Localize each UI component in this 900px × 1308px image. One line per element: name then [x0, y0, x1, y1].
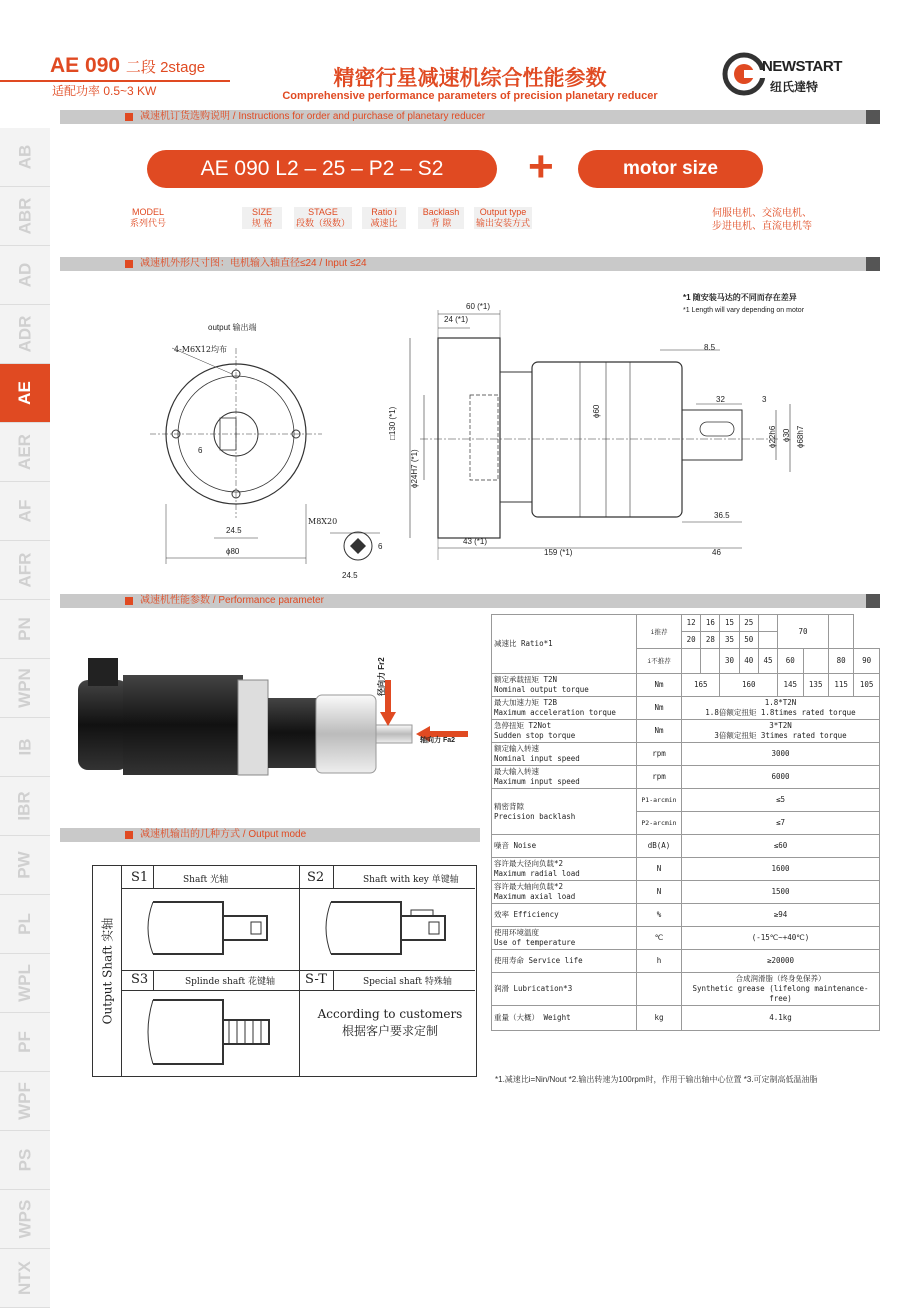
sidebar-item-label: PN: [15, 617, 34, 641]
sidebar-item-pw[interactable]: [0, 836, 50, 895]
sidebar-item-label: AD: [15, 262, 34, 288]
mode-s3-name: Splinde shaft 花键轴: [185, 977, 276, 987]
axial-force-label: 轴向力 Fa2: [420, 737, 456, 744]
sidebar-item-label: AFR: [14, 552, 34, 588]
section-order-title: 减速机订货选购说明 / Instructions for order and purchase of planetary reducer: [140, 111, 486, 122]
dim-159: 159 (*1): [544, 548, 573, 557]
sidebar-item-label: PL: [14, 913, 34, 935]
table-row: 容许最大轴向负载*2 Maximum axial load N 1500: [492, 881, 880, 904]
sidebar-item-label: WPN: [14, 668, 34, 708]
logo-gear-icon: [722, 52, 766, 96]
dim-24: 24 (*1): [444, 315, 469, 324]
section-dimension: [60, 257, 880, 271]
side-view-drawing: [380, 300, 820, 570]
dim-6: 6: [198, 446, 203, 455]
stage-label: 二段 2stage: [125, 59, 206, 76]
sidebar-item-label: WPS: [14, 1199, 34, 1239]
dim-60: 60 (*1): [466, 302, 491, 311]
table-row: 额定输入转速 Nominal input speed rpm 3000: [492, 743, 880, 766]
dim-32: 32: [716, 395, 725, 404]
dim-24-5b: 24.5: [342, 571, 358, 580]
power-range: 适配功率 0.5~3 KW: [52, 84, 157, 98]
sidebar-item-wpn[interactable]: [0, 659, 50, 718]
dim-d60: ϕ60: [592, 404, 601, 418]
section-output: [60, 828, 480, 842]
motor-types: 伺服电机、交流电机、 步进电机、直流电机等: [712, 208, 812, 232]
page-title: 精密行星减速机综合性能参数: [333, 66, 607, 90]
sidebar-item-ntx[interactable]: [0, 1249, 50, 1308]
sidebar-item-ib[interactable]: [0, 718, 50, 777]
output-modes-box: [92, 865, 477, 1077]
sidebar-item-label: AER: [15, 434, 34, 470]
sidebar-item-label: IBR: [15, 791, 34, 821]
mode-st: S-T: [305, 972, 327, 987]
sidebar-item-label: PF: [14, 1031, 34, 1053]
sidebar-item-label: WPF: [15, 1082, 34, 1120]
sidebar-item-label: WPL: [15, 964, 34, 1002]
ratio-label: 减速比 Ratio*1: [492, 615, 637, 674]
label-size: SIZE 规 格: [242, 207, 282, 229]
output-label: output 输出端: [208, 323, 257, 332]
section-performance: [60, 594, 880, 608]
shaft-s1-drawing: [143, 892, 283, 966]
sidebar-item-label: IB: [15, 738, 34, 756]
mode-s3: S3: [131, 972, 149, 987]
section-dimension-title: 减速机外形尺寸图：电机输入轴直径≤24 / Input ≤24: [140, 258, 367, 269]
mode-s1: S1: [131, 870, 149, 885]
label-ratio: Ratio i 减速比: [362, 207, 406, 229]
mode-s2-name: Shaft with key 单键轴: [363, 875, 459, 885]
note-en: *1 Length will vary depending on motor: [683, 307, 805, 314]
sidebar-item-ae[interactable]: [0, 364, 50, 423]
nonrec-label: i不推荐: [637, 649, 682, 674]
sidebar-item-aer[interactable]: [0, 423, 50, 482]
motor-size-pill: motor size: [578, 150, 763, 188]
output-shaft-label: Output Shaft 实轴: [100, 917, 115, 1025]
label-output-type: Output type 输出安装方式: [475, 207, 530, 228]
table-row: 重量（大概） Weight kg 4.1kg: [492, 1006, 880, 1031]
sidebar-item-label: PS: [15, 1148, 34, 1172]
shaft-s2-drawing: [321, 892, 461, 966]
custom-note: According to customers 根据客户要求定制: [317, 1007, 463, 1038]
sidebar-item-ad[interactable]: [0, 246, 50, 305]
order-code-pill: AE 090 L2 – 25 – P2 – S2: [147, 150, 497, 188]
sidebar-item-wpf[interactable]: [0, 1072, 50, 1131]
label-backlash: Backlash 背 隙: [418, 207, 464, 229]
dim-8-5: 8.5: [704, 343, 716, 352]
mode-st-name: Special shaft 特殊轴: [363, 977, 452, 987]
sidebar-item-label: ADR: [15, 315, 34, 353]
table-row: 润滑 Lubrication*3 合成润滑脂（终身免保养） Synthetic grease (lifelong maintenance-free): [492, 973, 880, 1006]
sidebar-item-pf[interactable]: [0, 1013, 50, 1072]
section-output-title: 减速机输出的几种方式 / Output mode: [140, 829, 307, 840]
dim-24h7: ϕ24H7 (*1): [410, 449, 419, 488]
sidebar-item-abr[interactable]: [0, 187, 50, 246]
dim-3: 3: [762, 395, 767, 404]
performance-table: 减速比 Ratio*1 i推荐 12 16 15 25 70 20 28 35 50 i不推荐 30 40 45 60 80 90 额定承载扭矩 T2N Nominal output torque Nm 165 160 145 135 115 105 最大加速力矩 T2B Maximum acceleration torque Nm 1.8*T2N 1.8倍额定扭矩 1.8times rated torque 急停扭矩 T2Not Sudden stop torque Nm 3*T2N 3倍额定扭矩 3times rated torque 额定输入转速 Nominal input speed rpm 3000 最大输入转速 Maximum input speed rpm 6000 精密背隙 Precision backlash P1-arcmin ≤5 P2-arcmin ≤7 噪音 Noise dB(A) ≤60 容许最大径向负载*2 Maximum radial load N 1600 容许最大轴向负载*2 Maximum axial load N 1500 效率 Efficiency % ≥94 使用环境温度 Use of temperature ℃ (-15℃~+40℃) 使用寿命 Service life h ≥20000 润滑 Lubrication*3 合成润滑脂（终身免保养） Synthetic grease (lifelong maintenance-free) 重量（大概） Weight kg 4.1kg: [491, 614, 880, 1031]
front-view-drawing: [150, 318, 410, 588]
sidebar-item-label: ABR: [15, 197, 34, 235]
section-performance-title: 减速机性能参数 / Performance parameter: [140, 595, 324, 606]
dim-d68: ϕ68h7: [796, 425, 805, 448]
label-stage: STAGE 段数（级数）: [295, 207, 350, 228]
table-row: 效率 Efficiency % ≥94: [492, 904, 880, 927]
rec-label: i推荐: [637, 615, 682, 649]
page-subtitle: Comprehensive performance parameters of precision planetary reducer: [282, 90, 658, 102]
sidebar-item-label: AE: [15, 381, 34, 405]
note-cn: *1 随安装马达的不同而存在差异: [683, 293, 797, 302]
product-photo: [68, 640, 488, 800]
dim-6b: 6: [378, 542, 383, 551]
plus-icon: +: [528, 142, 554, 191]
sidebar-item-pn[interactable]: [0, 600, 50, 659]
dim-d30: ϕ30: [782, 428, 791, 442]
table-row: 最大加速力矩 T2B Maximum acceleration torque Nm 1.8*T2N 1.8倍额定扭矩 1.8times rated torque: [492, 697, 880, 720]
table-row: 使用寿命 Service life h ≥20000: [492, 950, 880, 973]
table-row: 精密背隙 Precision backlash P1-arcmin ≤5: [492, 789, 880, 812]
sidebar-item-ab[interactable]: [0, 128, 50, 187]
table-row: 容许最大径向负载*2 Maximum radial load N 1600: [492, 858, 880, 881]
model-size: 090: [85, 54, 121, 77]
radial-force-label: 径向力 Fr2: [377, 657, 386, 696]
holes-spec: 4-M6X12均布: [174, 345, 227, 354]
sidebar-item-label: AF: [14, 499, 34, 523]
logo-text: NEWSTART: [762, 58, 842, 75]
sidebar-item-pl[interactable]: [0, 895, 50, 954]
dim-43: 43 (*1): [463, 537, 488, 546]
mode-s1-name: Shaft 光轴: [183, 875, 229, 885]
dim-m8: M8X20: [308, 517, 338, 526]
mode-s2: S2: [307, 870, 325, 885]
brand-logo: [722, 48, 852, 100]
section-order: [60, 110, 880, 124]
sidebar-item-afr[interactable]: [0, 541, 50, 600]
table-row: 额定承载扭矩 T2N Nominal output torque Nm 165 160 145 135 115 105: [492, 674, 880, 697]
table-row: 使用环境温度 Use of temperature ℃ (-15℃~+40℃): [492, 927, 880, 950]
footnote: *1.减速比i=Nin/Nout *2.输出转速为100rpm时，作用于输出轴中心位置 *3.可定制高低温油脂: [495, 1075, 818, 1084]
dim-24-5: 24.5: [226, 526, 242, 535]
sidebar-item-ps[interactable]: [0, 1131, 50, 1190]
sidebar-item-wpl[interactable]: [0, 954, 50, 1013]
table-row: P2-arcmin ≤7: [492, 812, 880, 835]
sidebar-item-label: NTX: [15, 1261, 34, 1295]
dim-130: □130 (*1): [388, 406, 397, 440]
dim-46: 46: [712, 548, 721, 557]
dim-36-5: 36.5: [714, 511, 730, 520]
dim-d80: ϕ80: [226, 547, 240, 556]
shaft-s3-drawing: [143, 994, 283, 1072]
label-model: MODEL 系列代号: [129, 207, 166, 228]
sidebar-item-adr[interactable]: [0, 305, 50, 364]
sidebar-item-label: PW: [14, 851, 34, 879]
sidebar-item-ibr[interactable]: [0, 777, 50, 836]
sidebar-item-wps[interactable]: [0, 1190, 50, 1249]
series-sidebar: [0, 128, 50, 1308]
sidebar-item-label: AB: [15, 144, 34, 170]
dim-d22: ϕ22h6: [768, 425, 777, 448]
sidebar-item-af[interactable]: [0, 482, 50, 541]
table-row: 急停扭矩 T2Not Sudden stop torque Nm 3*T2N 3倍额定扭矩 3times rated torque: [492, 720, 880, 743]
logo-cn: 纽氏達特: [770, 80, 819, 94]
model-prefix: AE: [50, 54, 80, 77]
table-row: 噪音 Noise dB(A) ≤60: [492, 835, 880, 858]
table-row: 最大输入转速 Maximum input speed rpm 6000: [492, 766, 880, 789]
